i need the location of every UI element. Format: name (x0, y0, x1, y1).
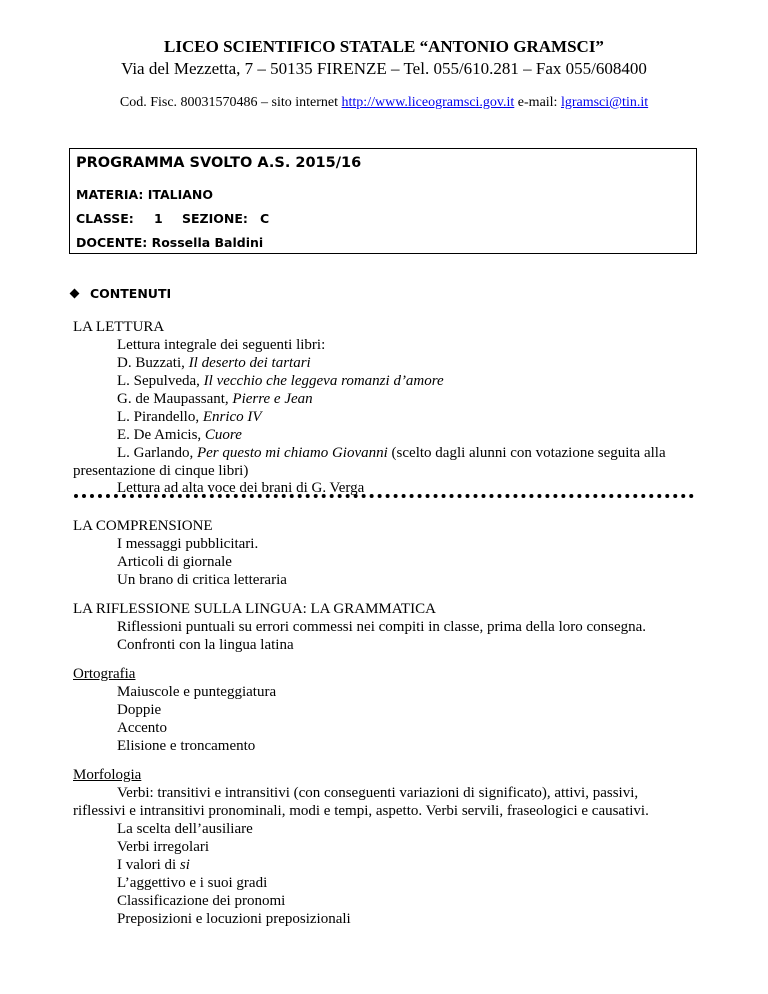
class-label: CLASSE: (76, 211, 134, 226)
verbi-line-1: Verbi: transitivi e intransitivi (con conseguenti variazioni di significato), attivi, passivi, (117, 785, 639, 801)
fiscal-line (0, 95, 768, 111)
lettura-intro: Lettura integrale dei seguenti libri: (117, 337, 326, 353)
verbi-line-2: riflessivi e intransitivi pronominali, modi e tempi, aspetto. Verbi servili, fraseologici e causativi. (73, 803, 649, 819)
section-heading-comprensione: LA COMPRENSIONE (73, 518, 213, 534)
list-item: Maiuscole e punteggiatura (117, 684, 277, 700)
section-heading-ortografia: Ortografia (73, 666, 136, 682)
class-section (76, 211, 269, 226)
list-item: I valori di si (117, 857, 190, 873)
book-item: E. De Amicis, Cuore (117, 427, 242, 443)
fiscal-code: Cod. Fisc. 80031570486 – sito internet (119, 95, 342, 110)
book-item: G. de Maupassant, Pierre e Jean (117, 391, 313, 407)
section-heading-morfologia: Morfologia (73, 767, 142, 783)
class-value: 1 (154, 211, 163, 226)
program-info-box (69, 148, 697, 254)
email-label: e-mail: (514, 95, 561, 110)
section-value: C (260, 211, 270, 226)
list-item: L’aggettivo e i suoi gradi (117, 875, 268, 891)
contents-label: CONTENUTI (90, 286, 172, 301)
list-item: Riflessioni puntuali su errori commessi nei compiti in classe, prima della loro consegna. (117, 619, 647, 635)
list-item: Confronti con la lingua latina (117, 637, 294, 653)
list-item: Verbi irregolari (117, 839, 210, 855)
book-note-continuation: presentazione di cinque libri) (73, 463, 249, 479)
book-item: L. Garlando, Per questo mi chiamo Giovanni (scelto dagli alunni con votazione seguita alla (117, 445, 666, 461)
verga-reading: Lettura ad alta voce dei brani di G. Verga (117, 480, 365, 496)
diamond-bullet-icon (70, 289, 80, 299)
list-item: Articoli di giornale (117, 554, 232, 570)
list-item: Preposizioni e locuzioni preposizionali (117, 911, 351, 927)
subject: MATERIA: ITALIANO (76, 187, 213, 202)
list-item: Un brano di critica letteraria (117, 572, 287, 588)
school-address: Via del Mezzetta, 7 – 50135 FIRENZE – Tel. 055/610.281 – Fax 055/608400 (121, 59, 647, 78)
list-item: Classificazione dei pronomi (117, 893, 286, 909)
contents-heading (71, 286, 171, 301)
list-item: I messaggi pubblicitari. (117, 536, 259, 552)
book-item: D. Buzzati, Il deserto dei tartari (117, 355, 311, 371)
school-name: LICEO SCIENTIFICO STATALE “ANTONIO GRAMSCI” (164, 37, 604, 56)
website-link[interactable]: http://www.liceogramsci.gov.it (341, 95, 515, 110)
book-item: L. Pirandello, Enrico IV (117, 409, 262, 425)
section-heading-riflessione: LA RIFLESSIONE SULLA LINGUA: LA GRAMMATICA (73, 601, 436, 617)
list-item: Elisione e troncamento (117, 738, 256, 754)
teacher: DOCENTE: Rossella Baldini (76, 235, 264, 250)
book-item: L. Sepulveda, Il vecchio che leggeva romanzi d’amore (117, 373, 444, 389)
list-item: Doppie (117, 702, 162, 718)
section-heading-lettura: LA LETTURA (73, 319, 165, 335)
list-item: Accento (117, 720, 167, 736)
program-title: PROGRAMMA SVOLTO A.S. 2015/16 (76, 155, 362, 171)
dotted-separator (74, 494, 694, 498)
section-label: SEZIONE: (182, 211, 248, 226)
email-link[interactable]: lgramsci@tin.it (560, 95, 649, 110)
list-item: La scelta dell’ausiliare (117, 821, 253, 837)
